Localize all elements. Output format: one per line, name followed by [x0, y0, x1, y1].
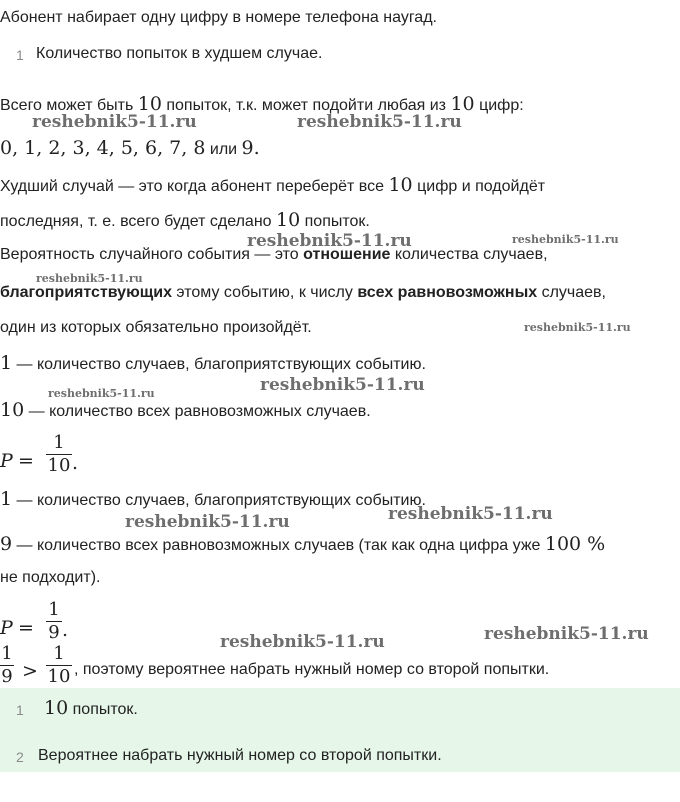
question-number: 1: [16, 47, 24, 63]
watermark: reshebnik5-11.ru: [247, 231, 412, 251]
favorable-cases-1: 1 — количество случаев, благоприятствующих событию.: [0, 352, 426, 374]
watermark: reshebnik5-11.ru: [32, 112, 197, 132]
favorable-cases-2: 1 — количество случаев, благоприятствующих событию.: [0, 488, 426, 510]
watermark: reshebnik5-11.ru: [484, 624, 649, 644]
watermark: reshebnik5-11.ru: [388, 504, 553, 524]
definition-line-1: Вероятность случайного события — это отношение количества случаев,: [0, 246, 548, 263]
answer-number-2: 2: [16, 749, 24, 765]
all-cases-2: 9 — количество всех равновозможных случаев (так как одна цифра уже 100 %: [0, 533, 606, 555]
worst-case-line-1: Худший случай — это когда абонент переберёт все 10 цифр и подойдёт: [0, 174, 546, 196]
equals-sign-1: =: [18, 450, 34, 472]
probability-label-1: P: [0, 450, 13, 472]
watermark: reshebnik5-11.ru: [220, 632, 385, 652]
all-cases-2-continued: не подходит).: [0, 569, 101, 586]
comparison-conclusion: , поэтому вероятнее набрать нужный номер со второй попытки.: [74, 661, 550, 678]
equals-sign-2: =: [18, 617, 34, 639]
probability-fraction-1: 1 10: [47, 432, 71, 476]
question-text: Количество попыток в худшем случае.: [36, 45, 323, 62]
comparison-fraction-right: 1 10: [47, 643, 71, 687]
watermark: reshebnik5-11.ru: [48, 387, 155, 400]
comparison-fraction-left: 1 9: [1, 643, 13, 687]
probability-fraction-2: 1 9: [46, 600, 62, 643]
digits-list: 0, 1, 2, 3, 4, 5, 6, 7, 8 или 9.: [0, 137, 260, 159]
answer-1: 10 попыток.: [44, 697, 138, 719]
answer-number-1: 1: [16, 702, 24, 718]
watermark: reshebnik5-11.ru: [512, 233, 619, 246]
watermark: reshebnik5-11.ru: [125, 512, 290, 532]
probability-label-2: P: [0, 617, 13, 639]
answer-box: [0, 688, 680, 772]
intro-text: Абонент набирает одну цифру в номере телефона наугад.: [0, 9, 437, 26]
period-2: .: [62, 619, 69, 641]
greater-than-sign: >: [22, 660, 38, 682]
answer-2: Вероятнее набрать нужный номер со второй попытки.: [38, 747, 442, 764]
paragraph-total-attempts: Всего может быть 10 попыток, т.к. может подойти любая из 10 цифр:: [0, 93, 524, 115]
period-1: .: [72, 452, 79, 474]
watermark: reshebnik5-11.ru: [260, 375, 425, 395]
watermark: reshebnik5-11.ru: [524, 321, 631, 334]
all-cases-1: 10 — количество всех равновозможных случаев.: [0, 399, 371, 421]
worst-case-line-2: последняя, т. е. всего будет сделано 10 попыток.: [0, 209, 370, 231]
definition-line-2: благоприятствующих этому событию, к числу всех равновозможных случаев,: [0, 284, 606, 301]
watermark: reshebnik5-11.ru: [297, 112, 462, 132]
watermark: reshebnik5-11.ru: [36, 272, 143, 285]
definition-line-3: один из которых обязательно произойдёт.: [0, 319, 312, 336]
